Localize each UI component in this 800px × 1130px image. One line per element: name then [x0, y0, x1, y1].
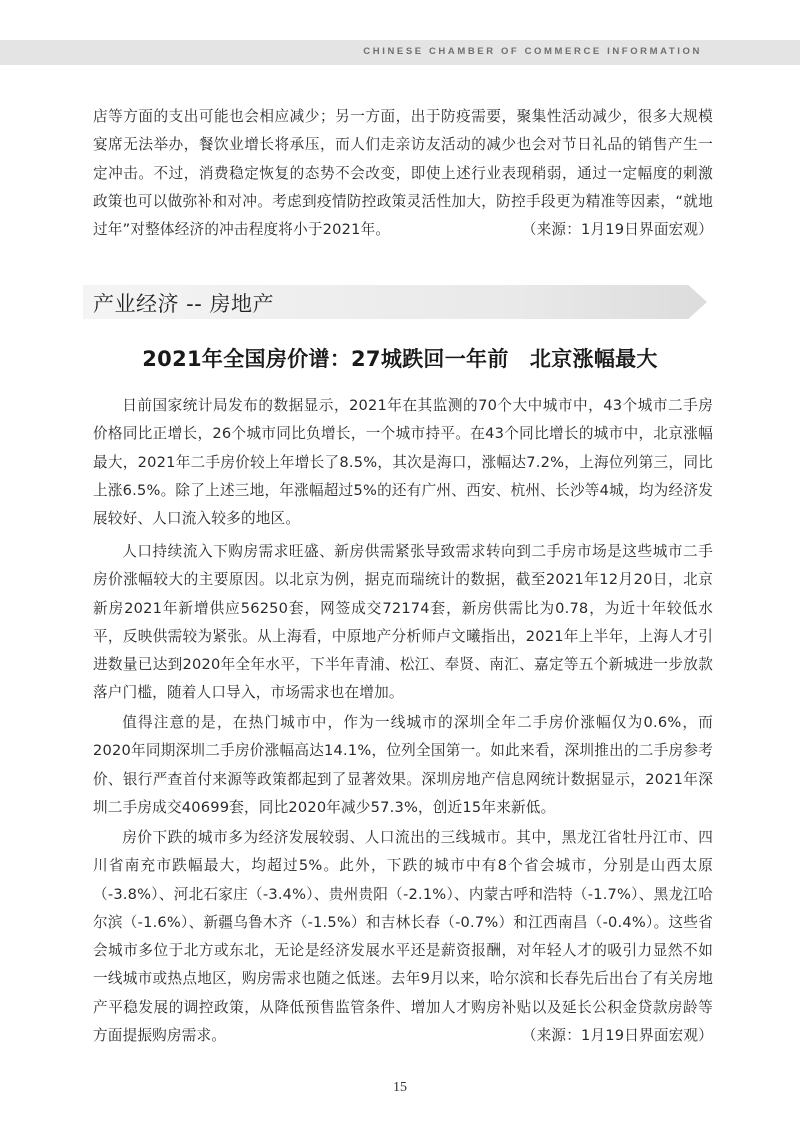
top-paragraph	[93, 103, 713, 244]
article-title: 2021年全国房价谱：27城跌回一年前 北京涨幅最大	[142, 347, 658, 371]
section-title: 产业经济 -- 房地产	[93, 292, 275, 316]
article-paragraph-text: 房价下跌的城市多为经济发展较弱、人口流出的三线城市。其中，黑龙江省牡丹江市、四川省南充市跌幅最大，均超过5%。此外，下跌的城市中有8个省会城市，分别是山西太原（-3.8%）、河北石家庄（-3.4%）、贵州贵阳（-2.1%）、内蒙古呼和浩特（-1.7%）、黑龙江哈尔滨（-1.6%）、新疆乌鲁木齐（-1.5%）和吉林长春（-0.7%）和江西南昌（-0.4%）。这些省会城市多位于北方或东北，无论是经济发展水平还是薪资报酬，对年轻人才的吸引力显然不如一线城市或热点地区，购房需求也随之低迷。去年9月以来，哈尔滨和长春先后出台了有关房地产平稳发展的调控政策，从降低预售监管条件、增加人才购房补贴以及延长公积金贷款房龄等方面提振购房需求。	[93, 829, 713, 1045]
article-paragraph: 值得注意的是，在热门城市中，作为一线城市的深圳全年二手房价涨幅仅为0.6%，而2020年同期深圳二手房价涨幅高达14.1%，位列全国第一。如此来看，深圳推出的二手房参考价、银行严查首付来源等政策都起到了显著效果。深圳房地产信息网统计数据显示，2021年深圳二手房成交40699套，同比2020年减少57.3%，创近15年来新低。	[93, 714, 713, 816]
page-number: 15	[393, 1080, 407, 1095]
top-paragraph-source: （来源：1月19日界面宏观）	[521, 221, 713, 239]
article-paragraph: 日前国家统计局发布的数据显示，2021年在其监测的70个大中城市中，43个城市二手房价格同比正增长，26个城市同比负增长，一个城市持平。在43个同比增长的城市中，北京涨幅最大，2021年二手房价较上年增长了8.5%，其次是海口，涨幅达7.2%，上海位列第三，同比上涨6.5%。除了上述三地，年涨幅超过5%的还有广州、西安、杭州、长沙等4城，均为经济发展较好、人口流入较多的地区。	[93, 397, 713, 528]
article-paragraph: 人口持续流入下购房需求旺盛、新房供需紧张导致需求转向到二手房市场是这些城市二手房价涨幅较大的主要原因。以北京为例，据克而瑞统计的数据，截至2021年12月20日，北京新房2021年新增供应56250套，网签成交72174套，新房供需比为0.78，为近十年较低水平，反映供需较为紧张。从上海看，中原地产分析师卢文曦指出，2021年上半年，上海人才引进数量已达到2020年全年水平，下半年青浦、松江、奉贤、南汇、嘉定等五个新城进一步放款落户门槛，随着人口导入，市场需求也在增加。	[93, 543, 713, 702]
article-source: （来源：1月19日界面宏观）	[521, 1027, 713, 1045]
top-paragraph-text: 店等方面的支出可能也会相应减少；另一方面，出于防疫需要，聚集性活动减少，很多大规模宴席无法举办，餐饮业增长将承压，而人们走亲访友活动的减少也会对节日礼品的销售产生一定冲击。不过，消费稳定恢复的态势不会改变，即使上述行业表现稍弱，通过一定幅度的刺激政策也可以做弥补和对冲。考虑到疫情防控政策灵活性加大，防控手段更为精准等因素，“就地过年”对整体经济的冲击程度将小于2021年。	[93, 108, 713, 239]
article-paragraph-last	[93, 824, 713, 1050]
running-title: CHINESE CHAMBER OF COMMERCE INFORMATION	[363, 46, 702, 57]
